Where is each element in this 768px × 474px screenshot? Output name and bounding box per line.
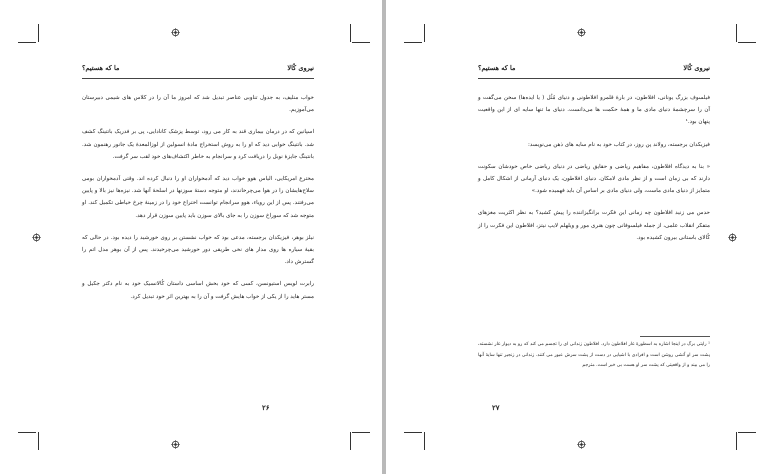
running-header <box>82 64 314 78</box>
paragraph: فیزیکدان برجسته، رولاند پن روز، در کتاب خود به نام سایه های ذهن می‌نویسد: <box>528 141 710 148</box>
crop-mark <box>424 24 425 42</box>
page-body <box>478 92 710 254</box>
footnote-rule <box>640 336 710 337</box>
registration-mark-icon <box>577 28 586 37</box>
crop-mark <box>18 42 36 43</box>
crop-mark <box>38 24 39 42</box>
book-title: نیروی کُالا <box>683 64 710 72</box>
left-page <box>0 0 382 474</box>
paragraph: « بنا به دیدگاه افلاطون، مفاهیم ریاضی و حقایق ریاضی در دنیای ریاضی خاص خودشان سکونت دارند که بی زمان است و از نظر مادی لامکان. دنیای افلاطون، یک دنیای آرمانی از اشکال کامل و متمایز از دنیای مادی ماست، ولی دنیای مادی بر اساس آن باید فهمیده شود.» <box>478 163 710 195</box>
crop-mark <box>404 432 422 433</box>
registration-mark-icon <box>171 28 180 37</box>
paragraph: فیلسوف بزرگ یونانی، افلاطون، در بارهٔ قلمرو افلاطونی و دنیای مُثُل ( یا ایده‌ها) سخن می‌گفت و آن را سرچشمهٔ دنیای مادی ما و همهٔ حکمت ها می‌دانست. دنیای ما تنها سایه ای از این واقعیت پنهان بود.¹ <box>478 95 710 126</box>
paragraph: نیلز بوهر، فیزیکدان برجسته، مدعی بود که خواب نشستن بر روی خورشید را دیده بود. در حالی که بقیهٔ سیاره ها روی مدار های نخی طریقی دور خورشید می‌چرخیدند. پس از آن بوهر مدل اتم را گسترش داد. <box>82 234 314 266</box>
paragraph: حدس می زنید افلاطون چه زمانی این فکرت برانگیزاننده را پیش کشید؟ به نظر اکثریت مغزهای متفکر انقلاب علمی، از جمله فیلسوفانی چون هنری مور و ویلهلم لایپ نیتز، افلاطون این فکرت را از کُالای باستانی بیرون کشیده بود. <box>478 210 710 241</box>
crop-mark <box>738 432 756 433</box>
paragraph: خواب منلیف، به جدول تناوبی عناصر تبدیل شد که امروز ما آن را در کلاس های شیمی دبیرستان می‌آموزیم. <box>82 95 314 114</box>
crop-mark <box>350 24 351 42</box>
crop-mark <box>738 42 756 43</box>
header-rule <box>478 78 710 79</box>
page-body <box>82 92 314 313</box>
crop-mark <box>404 42 422 43</box>
crop-mark <box>424 432 425 450</box>
right-page <box>386 0 768 474</box>
registration-mark-icon <box>32 233 41 242</box>
running-header <box>478 64 710 78</box>
crop-mark <box>352 432 370 433</box>
registration-mark-icon <box>171 440 180 449</box>
crop-mark <box>350 432 351 450</box>
crop-mark <box>736 432 737 450</box>
book-title: نیروی کُالا <box>287 64 314 72</box>
page-number: ۲۷ <box>492 403 500 412</box>
footnote: ¹ رایتی برگ در اینجا اشاره به اسطورهٔ غار افلاطون دارد. افلاطون زندانی ای را تجسم می کند که رو به دیوار غار نشسته، پشت سر او آتشی روشن است و افرادی با اشیایی در دست از پشت سرش عبور می کنند. زندانی در زنجیر تنها سایهٔ آنها را می بیند و از واقعیتی که پشت سر او هست بی خبر است. مترجم <box>478 342 710 368</box>
crop-mark <box>38 432 39 450</box>
paragraph: اسپانین که در درمان بیماری قند به کار می رود، توسط پزشک کانادایی، پی بر فدریک بانتینگ کشف شد. بانتینگ خوابی دید که او را به روش استخراج مادهٔ انسولین از لوزالمعدهٔ یک جانور رهنمون شد. بانتینگ جایزهٔ نوبل را دریافت کرد و سرانجام به خاطر اکتشاف‌های خود لقب سر گرفت. <box>82 129 314 160</box>
crop-mark <box>352 42 370 43</box>
paragraph: مخترع امریکایی، الیاس هوو خواب دید که آدمخواران او را دنبال کرده اند. وقتی آدمخواران بومی سلاح‌هایشان را در هوا می‌چرخاندند، او متوجه دستهٔ سوزنها در اسلحهٔ آنها شد. نیزه‌ها نیز بالا و پایین می‌رفتند. پس از این رویاء، هوو سرانجام توانست اختراع خود را در زمینهٔ چرخ خیاطی تکمیل کند. او متوجه شد که سوراخ سوزن را به جای بالای سوزن باید پایین سوزن قرار دهد. <box>82 176 314 219</box>
page-number: ۲۶ <box>262 403 270 412</box>
chapter-title: ما که هستیم؟ <box>478 64 516 72</box>
chapter-title: ما که هستیم؟ <box>82 64 120 72</box>
crop-mark <box>18 432 36 433</box>
header-rule <box>82 78 314 79</box>
paragraph: رابرت لویس استیونسن، کسی که خود بخش اساسی داستان کُالانسیک خود به نام دکتر جکیل و مستر هاید را از یکی از خواب هایش گرفت و آن را به بهترین اثر خود تبدیل کرد. <box>82 281 314 300</box>
crop-mark <box>736 24 737 42</box>
registration-mark-icon <box>577 440 586 449</box>
registration-mark-icon <box>728 233 737 242</box>
